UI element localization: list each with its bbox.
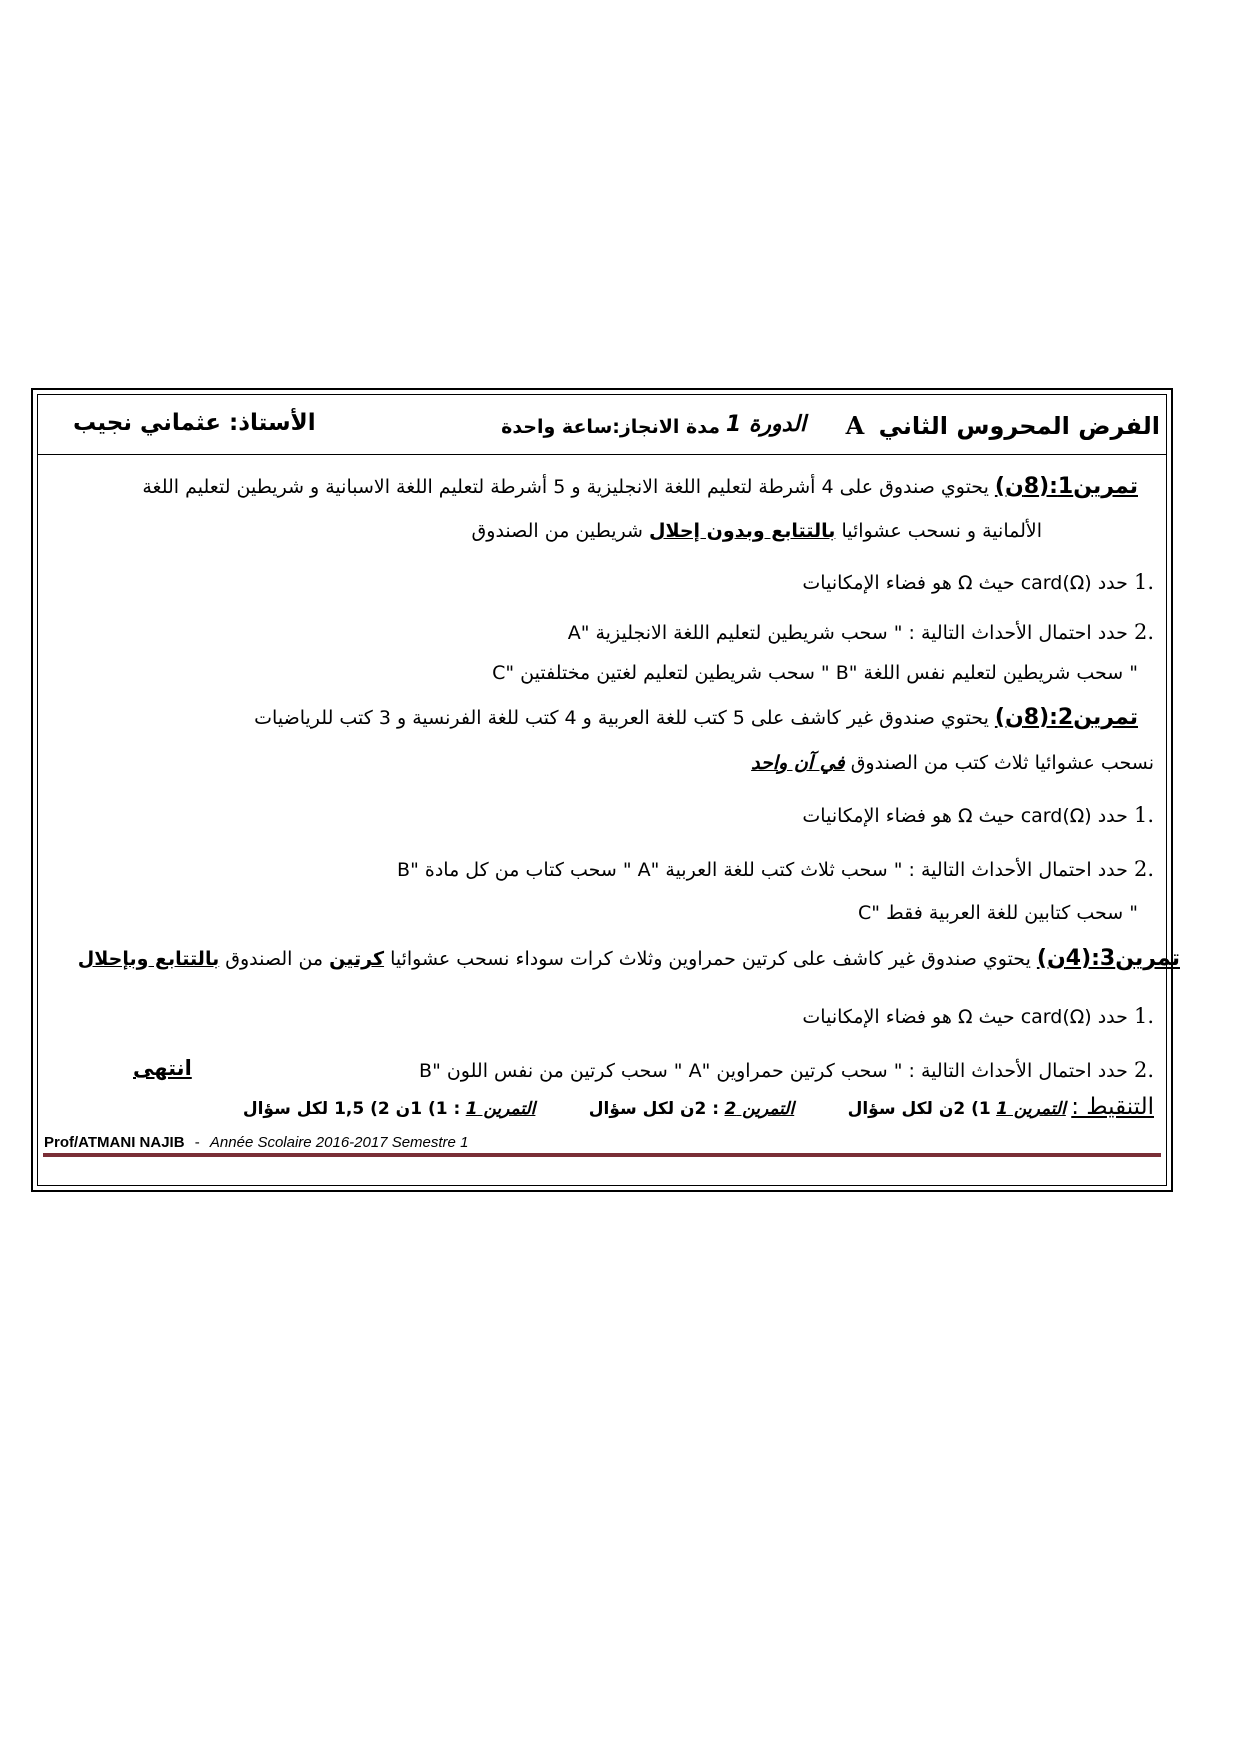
exercise3-line1: تمرين3:(4ن) يحتوي صندوق غير كاشف على كرتين حمراوين وثلاث كرات سوداء نسحب عشوائيا كرتين من الصندوق بالتتابع وبإحلال [77, 946, 1180, 971]
exam-session: الدورة 1 [725, 412, 806, 437]
exercise2-question1: .1 حدد card(Ω) حيث Ω هو فضاء الإمكانيات [802, 803, 1154, 827]
footer-credit: Prof/ATMANI NAJIB - Année Scolaire 2016-2017 Semestre 1 [44, 1134, 469, 1151]
grading-label: التنقيط : [1071, 1094, 1154, 1120]
footer-accent-bar [43, 1153, 1161, 1157]
exercise2-line1: تمرين2:(8ن) يحتوي صندوق غير كاشف على 5 كتب للغة العربية و 4 كتب للغة الفرنسية و 3 كتب للرياضيات [254, 705, 1138, 730]
exercise1-label: تمرين1:(8ن) [994, 474, 1138, 499]
exercise1-question2: .2 حدد احتمال الأحداث التالية : " سحب شريطين لتعليم اللغة الانجليزية "A [567, 620, 1154, 644]
exercise1-question2-events: " سحب شريطين لتعليم نفس اللغة "B " سحب شريطين لتعليم لغتين مختلفتين "C [492, 662, 1138, 684]
exercise1-question1: .1 حدد card(Ω) حيث Ω هو فضاء الإمكانيات [802, 570, 1154, 594]
exercise2-line2: نسحب عشوائيا ثلاث كتب من الصندوق في آن واحد [751, 752, 1154, 774]
exercise2-question2: .2 حدد احتمال الأحداث التالية : " سحب ثلاث كتب للغة العربية "A " سحب كتاب من كل مادة "B [397, 857, 1154, 881]
grading-line: التنقيط : التمرين 1 1) 2ن لكل سؤال التمرين 2 : 2ن لكل سؤال التمرين 1 : 1) 1ن 2) 1,5 لكل سؤال [242, 1094, 1154, 1120]
teacher-name: الأستاذ: عثماني نجيب [73, 410, 316, 436]
exercise3-label: تمرين3:(4ن) [1036, 946, 1180, 971]
exercise2-label: تمرين2:(8ن) [994, 705, 1138, 730]
exam-title: الفرض المحروس الثاني A [845, 411, 1160, 440]
exercise1-line2: الألمانية و نسحب عشوائيا بالتتابع وبدون إحلال شريطين من الصندوق [471, 520, 1042, 542]
exercise3-question1: .1 حدد card(Ω) حيث Ω هو فضاء الإمكانيات [802, 1004, 1154, 1028]
exercise1-line1: تمرين1:(8ن) يحتوي صندوق على 4 أشرطة لتعليم اللغة الانجليزية و 5 أشرطة لتعليم اللغة الاسبانية و شريطين لتعليم اللغة [142, 474, 1138, 499]
header-divider [37, 454, 1167, 455]
exam-duration: مدة الانجاز:ساعة واحدة [501, 416, 720, 438]
end-mark: انتهى [133, 1056, 192, 1080]
exercise2-question2-events: " سحب كتابين للغة العربية فقط "C [858, 902, 1138, 924]
exercise3-question2: .2 حدد احتمال الأحداث التالية : " سحب كرتين حمراوين "A " سحب كرتين من نفس اللون "B [419, 1058, 1154, 1082]
